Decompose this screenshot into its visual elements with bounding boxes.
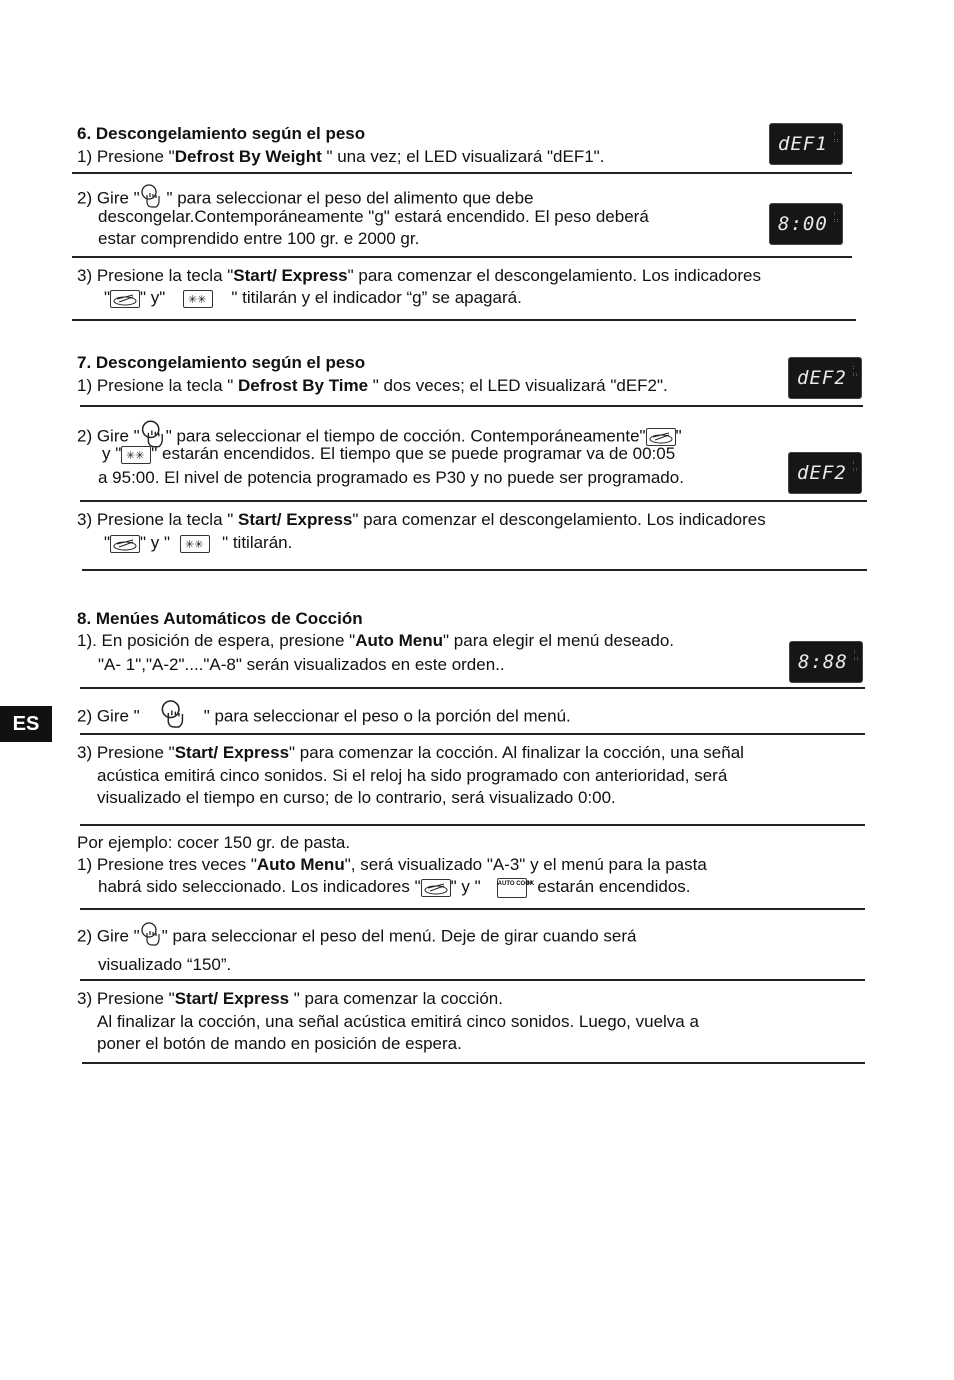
divider [82, 1062, 865, 1064]
divider [80, 733, 865, 735]
s6-step-2-line-2: descongelar.Contemporáneamente "g" estará encendido. El peso deberá [98, 207, 649, 226]
section-8-title: 8. Menúes Automáticos de Cocción [77, 609, 363, 628]
divider [80, 979, 865, 981]
svg-text:✳✳: ✳✳ [188, 292, 207, 306]
led-display-def2-b: dEF2 : :: [788, 452, 862, 494]
divider [80, 824, 865, 826]
defrost-plate-icon [110, 290, 140, 308]
example-intro: Por ejemplo: cocer 150 gr. de pasta. [77, 833, 351, 852]
led-display-def1: dEF1 : :: [769, 123, 843, 165]
example-step-1-line-1: 1) Presione tres veces "Auto Menu", será visualizado "A-3" y el menú para la pasta [77, 855, 707, 874]
divider [80, 405, 863, 407]
led-display-def2: dEF2 : :: [788, 357, 862, 399]
defrost-plate-icon [110, 535, 140, 553]
s6-step-1: 1) Presione "Defrost By Weight " una vez; el LED visualizará "dEF1". [77, 147, 605, 166]
divider [80, 500, 867, 502]
s8-step-1-line-1: 1). En posición de espera, presione "Auto Menu" para elegir el menú deseado. [77, 631, 674, 650]
s8-step-2: 2) Gire " " para seleccionar el peso o la porción del menú. [77, 698, 571, 736]
svg-text:✳✳: ✳✳ [126, 448, 145, 462]
led-display-auto-menu: 8:88 : :: [789, 641, 863, 683]
s8-step-3-line-3: visualizado el tiempo en curso; de lo contrario, será visualizado 0:00. [97, 788, 616, 807]
divider [72, 256, 852, 258]
s6-step-3-line-1: 3) Presione la tecla "Start/ Express" para comenzar el descongelamiento. Los indicadores [77, 266, 761, 285]
auto-cook-icon: AUTO COOK [497, 878, 527, 898]
s8-step-3-line-1: 3) Presione "Start/ Express" para comenzar la cocción. Al finalizar la cocción, una señal [77, 743, 744, 762]
s6-step-2-line-3: estar comprendido entre 100 gr. e 2000 gr. [98, 229, 420, 248]
snowflake-icon [183, 290, 213, 308]
snowflake-icon [180, 535, 210, 553]
example-step-3-line-3: poner el botón de mando en posición de espera. [97, 1034, 462, 1053]
language-tab: ES [0, 706, 52, 742]
svg-text:✳✳: ✳✳ [185, 537, 204, 551]
divider [80, 908, 865, 910]
example-step-1-line-2: habrá sido seleccionado. Los indicadores " " y " AUTO COOK" estarán encendidos. [98, 877, 691, 896]
defrost-plate-icon [421, 879, 451, 897]
divider [72, 319, 856, 321]
led-display-weight: 8:00 : :: [769, 203, 843, 245]
s7-step-3-line-2: " " y " ✳✳ " titilarán. [104, 533, 293, 552]
s7-step-1: 1) Presione la tecla " Defrost By Time " dos veces; el LED visualizará "dEF2". [77, 376, 668, 395]
s7-step-3-line-1: 3) Presione la tecla " Start/ Express" para comenzar el descongelamiento. Los indicadores [77, 510, 766, 529]
example-step-2-line-1: 2) Gire " " para seleccionar el peso del menú. Deje de girar cuando será [77, 921, 636, 953]
s7-step-2-line-1: 2) Gire " " para seleccionar el tiempo de cocción. Contemporáneamente" " [77, 419, 682, 455]
divider [72, 172, 852, 174]
s8-step-3-line-2: acústica emitirá cinco sonidos. Si el reloj ha sido programado con anterioridad, será [97, 766, 728, 785]
s6-step-3-line-2: " " y" ✳✳ " titilarán y el indicador “g” se apagará. [104, 288, 522, 307]
dial-knob-icon [140, 921, 162, 953]
divider [82, 569, 867, 571]
section-6-title: 6. Descongelamiento según el peso [77, 124, 366, 143]
snowflake-icon [121, 446, 151, 464]
section-7-title: 7. Descongelamiento según el peso [77, 353, 366, 372]
divider [80, 687, 865, 689]
example-step-3-line-1: 3) Presione "Start/ Express " para comenzar la cocción. [77, 989, 503, 1008]
s7-step-2-line-3: a 95:00. El nivel de potencia programado es P30 y no puede ser programado. [98, 468, 684, 487]
s8-step-1-line-2: "A- 1","A-2"...."A-8" serán visualizados en este orden.. [98, 655, 505, 674]
s6-step-2-line-1: 2) Gire " " para seleccionar el peso del alimento que debe [77, 183, 534, 215]
s7-step-2-line-2: y " ✳✳ " estarán encendidos. El tiempo que se puede programar va de 00:05 [102, 444, 676, 463]
example-step-2-line-2: visualizado “150”. [98, 955, 232, 974]
example-step-3-line-2: Al finalizar la cocción, una señal acústica emitirá cinco sonidos. Luego, vuelva a [97, 1012, 699, 1031]
dial-knob-icon [160, 698, 186, 736]
